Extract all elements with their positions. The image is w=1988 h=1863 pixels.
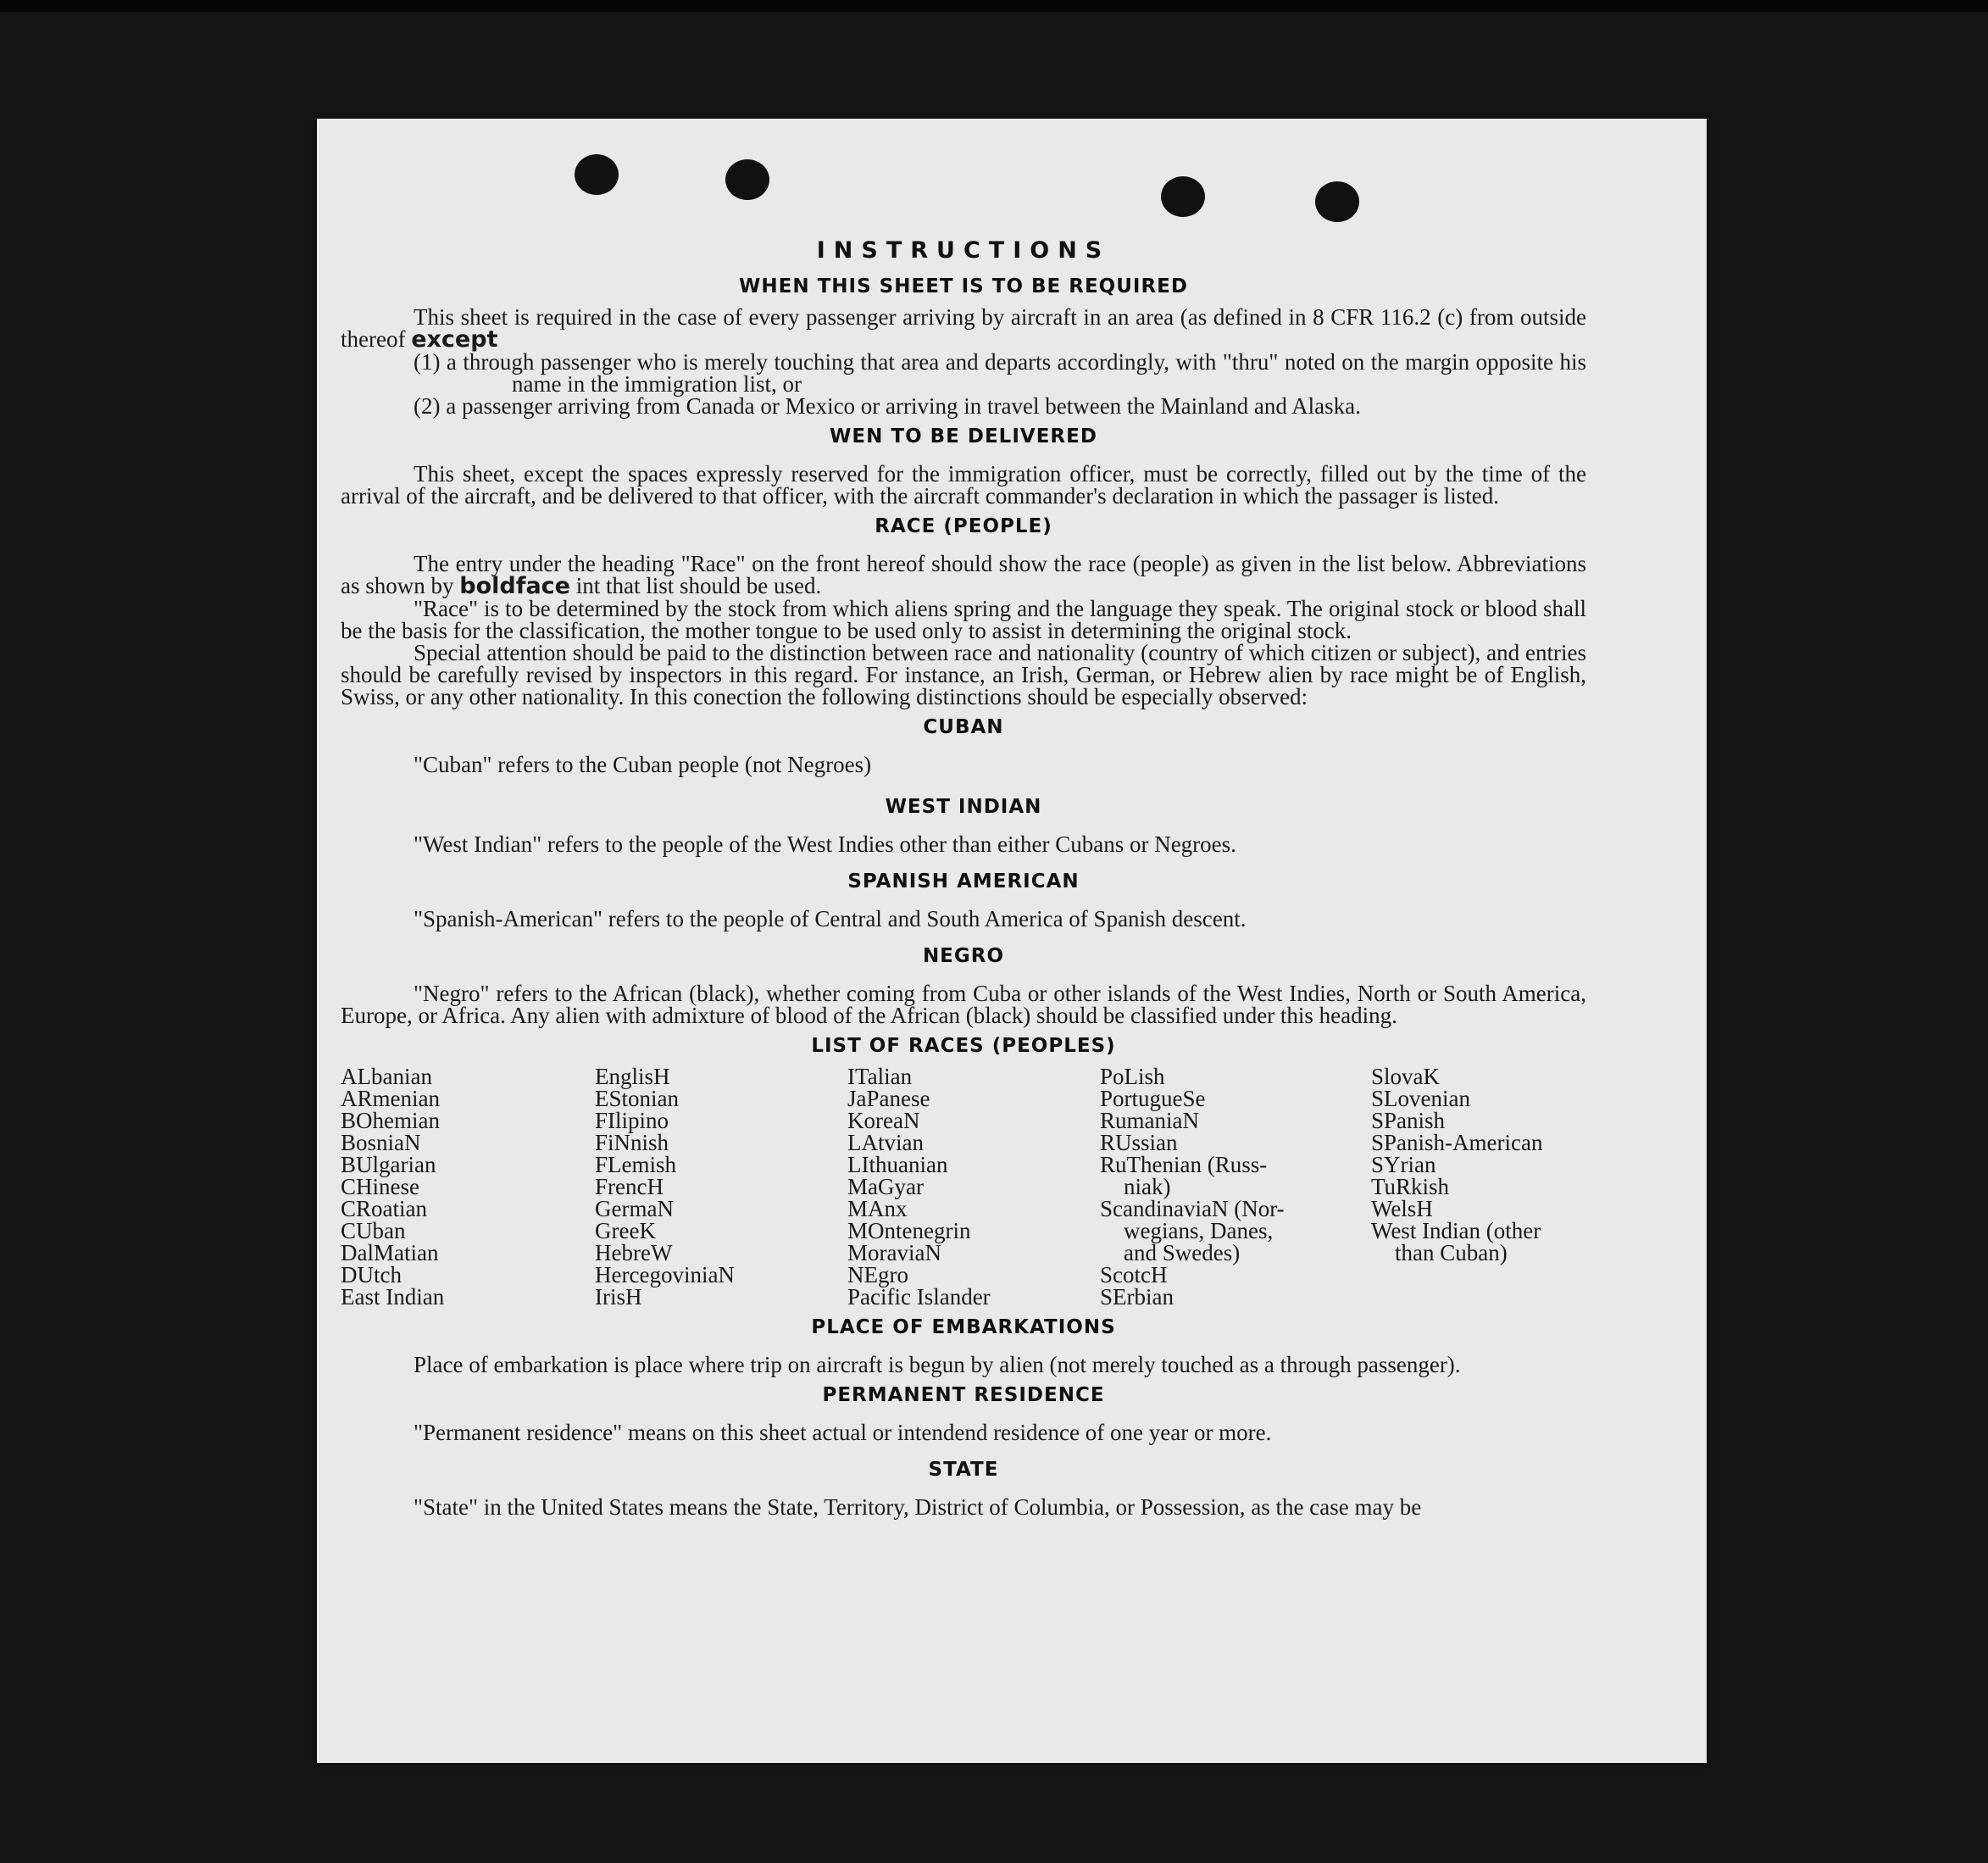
west-indian-text: "West Indian" refers to the people of the West Indies other than either Cubans or Negroes. xyxy=(414,831,1236,857)
race-paragraph-2: "Race" is to be determined by the stock from which aliens spring and the language they speak. The original stock or blood shall be the basis for the classification, the mother tongue to be used only to assist in determining the original stock. xyxy=(341,596,1586,643)
instructions-body xyxy=(341,237,1586,1518)
race-item: FIlipino xyxy=(595,1108,669,1133)
required-item-1: (1) a through passenger who is merely touching that area and departs accordingly, with "thru" noted on the margin opposite his name in the immigration list, or xyxy=(414,349,1586,397)
heading-embarkation: PLACE OF EMBARKATIONS xyxy=(811,1316,1116,1338)
race-item: CRoatian xyxy=(341,1196,427,1221)
race-item: MOntenegrin xyxy=(847,1218,971,1243)
heading-spanish-american: SPANISH AMERICAN xyxy=(847,870,1080,893)
race-item: LIthuanian xyxy=(847,1152,948,1177)
race-item: BosniaN xyxy=(341,1130,421,1155)
races-column-3 xyxy=(847,1065,1100,1308)
race-item: HebreW xyxy=(595,1240,673,1265)
race-item: DalMatian xyxy=(341,1240,439,1265)
race-item: FrencH xyxy=(595,1174,664,1199)
races-list xyxy=(341,1065,1586,1308)
punch-hole xyxy=(575,154,619,195)
spanish-american-text: "Spanish-American" refers to the people of Central and South America of Spanish descent. xyxy=(414,906,1247,932)
race-item: MaGyar xyxy=(847,1174,924,1199)
delivered-text: This sheet, except the spaces expressly reserved for the immigration officer, must be correctly, filled out by the time of the arrival of the aircraft, and be delivered to that officer, with the aircraft commander's declaration in which the passager is listed. xyxy=(341,461,1586,509)
heading-races-list: LIST OF RACES (PEOPLES) xyxy=(811,1035,1116,1057)
race-item: FLemish xyxy=(595,1152,677,1177)
race-item: PortugueSe xyxy=(1100,1086,1206,1111)
race-item: ALbanian xyxy=(341,1064,432,1089)
race-item: East Indian xyxy=(341,1284,445,1310)
race-item: NEgro xyxy=(847,1262,908,1287)
race-item: FiNnish xyxy=(595,1130,669,1155)
race-item: HercegoviniaN xyxy=(595,1262,735,1287)
race-item: MoraviaN xyxy=(847,1240,941,1265)
race-item: SYrian xyxy=(1371,1152,1436,1177)
races-column-1 xyxy=(341,1065,595,1308)
heading-west-indian: WEST INDIAN xyxy=(885,796,1042,818)
residence-text: "Permanent residence" means on this sheet actual or intendend residence of one year or more. xyxy=(414,1420,1272,1445)
race-paragraph-1: The entry under the heading "Race" on the front hereof should show the race (people) as given in the list below. Abbreviations as shown by boldface int that list should be used. xyxy=(341,551,1586,599)
heading-negro: NEGRO xyxy=(922,945,1005,967)
heading-race: RACE (PEOPLE) xyxy=(875,515,1052,537)
race-item: wegians, Danes, xyxy=(1124,1218,1274,1243)
race-item: niak) xyxy=(1124,1174,1171,1199)
race-item: SErbian xyxy=(1100,1284,1174,1310)
scan-top-edge xyxy=(0,0,1988,12)
race-item: ARmenian xyxy=(341,1086,440,1111)
race-paragraph-3: Special attention should be paid to the distinction between race and nationality (country of which citizen or subject), and entries should be carefully revised by inspectors in this regard. For instance, an Irish, German, or Hebrew alien by race might be of English, Swiss, or any other nationality. In this conection the following distinctions should be especially observed: xyxy=(341,640,1586,709)
punch-hole xyxy=(1315,181,1359,222)
required-intro: This sheet is required in the case of every passenger arriving by aircraft in an area (as defined in 8 CFR 116.2 (c) from outside thereof except xyxy=(341,304,1586,353)
punch-hole xyxy=(725,159,769,200)
races-column-4 xyxy=(1100,1065,1371,1308)
heading-required: WHEN THIS SHEET IS TO BE REQUIRED xyxy=(739,275,1188,298)
race-item: DUtch xyxy=(341,1262,402,1287)
punch-hole xyxy=(1161,176,1205,217)
race-item: RumaniaN xyxy=(1100,1108,1199,1133)
embarkation-text: Place of embarkation is place where trip on aircraft is begun by alien (not merely touched as a through passenger). xyxy=(414,1352,1461,1377)
race-item: GreeK xyxy=(595,1218,656,1243)
race-item: TuRkish xyxy=(1371,1174,1450,1199)
race-item: CUban xyxy=(341,1218,406,1243)
state-text: "State" in the United States means the State, Territory, District of Columbia, or Possession, as the case may be xyxy=(414,1494,1422,1520)
race-item: CHinese xyxy=(341,1174,419,1199)
race-item: ScandinaviaN (Nor- xyxy=(1100,1196,1285,1221)
race-item: LAtvian xyxy=(847,1130,924,1155)
negro-text: "Negro" refers to the African (black), whether coming from Cuba or other islands of the West Indies, North or South America, Europe, or Africa. Any alien with admixture of blood of the African (black) should be classified under this heading. xyxy=(341,981,1586,1028)
race-item: RUssian xyxy=(1100,1130,1178,1155)
page-title: INSTRUCTIONS xyxy=(816,237,1111,264)
heading-state: STATE xyxy=(928,1459,999,1481)
race-item: EnglisH xyxy=(595,1064,670,1089)
heading-cuban: CUBAN xyxy=(923,716,1004,738)
race-item: SLovenian xyxy=(1371,1086,1470,1111)
race-item: SlovaK xyxy=(1371,1064,1440,1089)
race-item: WelsH xyxy=(1371,1196,1433,1221)
heading-delivered: WEN TO BE DELIVERED xyxy=(830,425,1097,448)
race-item: BUlgarian xyxy=(341,1152,436,1177)
races-column-2 xyxy=(595,1065,847,1308)
race-item: than Cuban) xyxy=(1395,1240,1508,1265)
race-item: SPanish xyxy=(1371,1108,1446,1133)
race-item: KoreaN xyxy=(847,1108,920,1133)
race-item: PoLish xyxy=(1100,1064,1165,1089)
cuban-text: "Cuban" refers to the Cuban people (not Negroes) xyxy=(414,752,872,777)
race-item: BOhemian xyxy=(341,1108,440,1133)
race-item: and Swedes) xyxy=(1124,1240,1241,1265)
race-item: GermaN xyxy=(595,1196,674,1221)
race-item: Pacific Islander xyxy=(847,1284,991,1310)
required-item-2: (2) a passenger arriving from Canada or Mexico or arriving in travel between the Mainland and Alaska. xyxy=(414,393,1361,419)
race-item: MAnx xyxy=(847,1196,908,1221)
race-item: JaPanese xyxy=(847,1086,930,1111)
race-item: ScotcH xyxy=(1100,1262,1168,1287)
heading-residence: PERMANENT RESIDENCE xyxy=(822,1384,1105,1406)
races-column-5 xyxy=(1371,1065,1586,1308)
race-item: ITalian xyxy=(847,1064,913,1089)
race-item: West Indian (other xyxy=(1371,1218,1541,1243)
race-item: EStonian xyxy=(595,1086,679,1111)
race-item: IrisH xyxy=(595,1284,642,1310)
document-page xyxy=(317,119,1707,1763)
race-item: SPanish-American xyxy=(1371,1130,1543,1155)
race-item: RuThenian (Russ- xyxy=(1100,1152,1268,1177)
